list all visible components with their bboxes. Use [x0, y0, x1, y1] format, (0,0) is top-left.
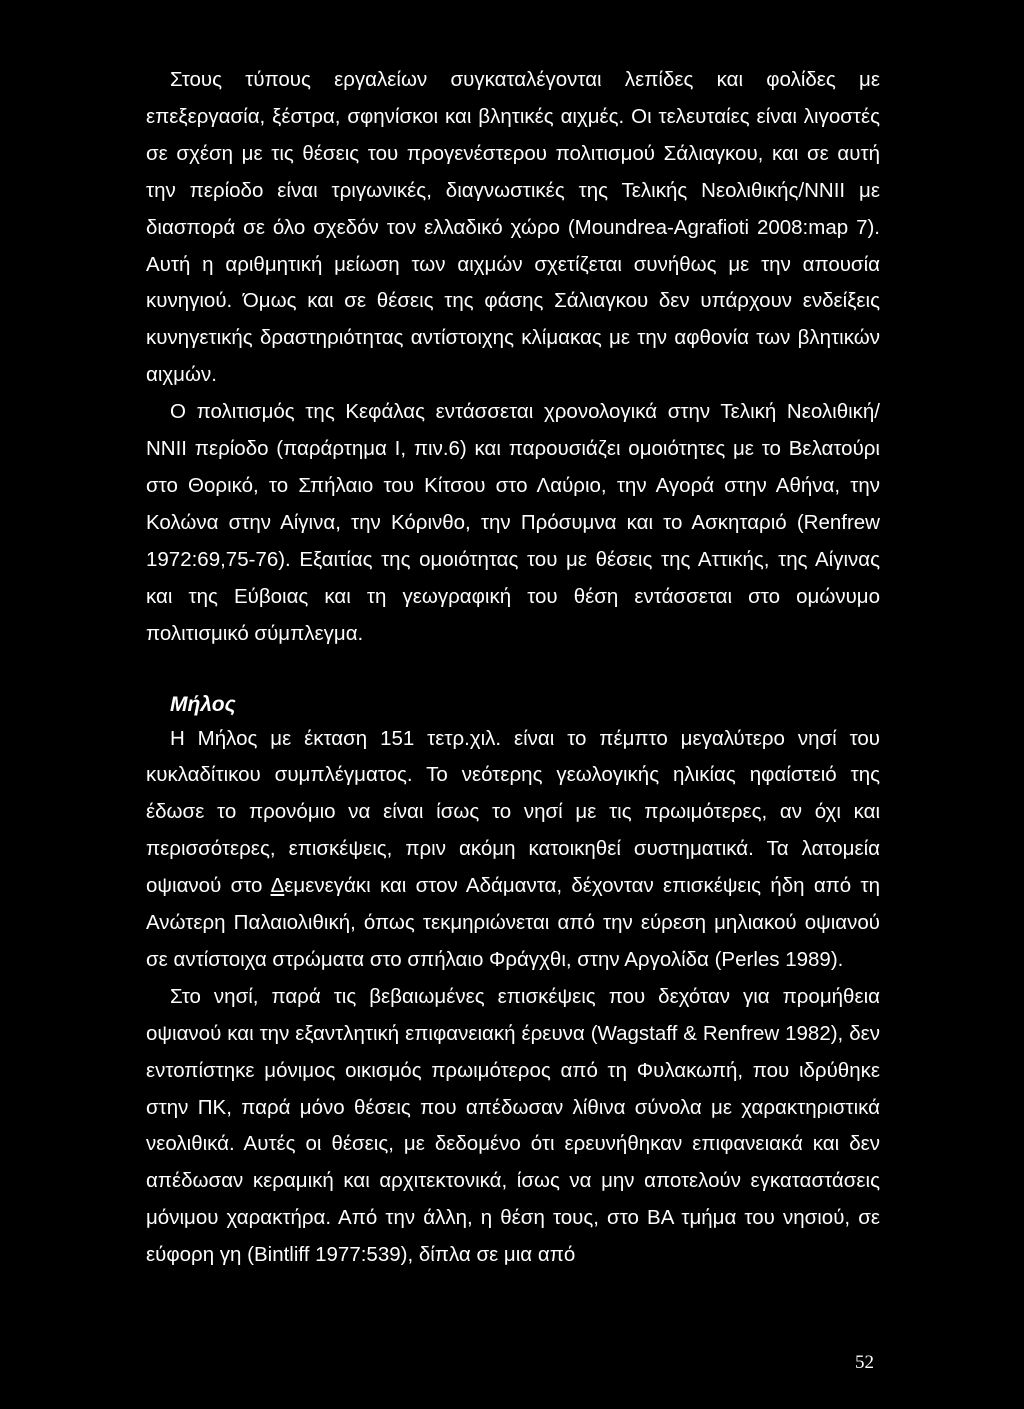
paragraph-milos-intro-text-b: εμενεγάκι και στον Αδάμαντα, δέχονταν επισκέψεις ήδη από τη Ανώτερη Παλαιολιθική, όπως τεκμηριώνεται από την εύρεση μηλιακού οψιανού σε αντίστοιχα στρώματα στο σπήλαιο Φράγχθι, στην Αργολίδα (Perles 1989). — [146, 874, 880, 971]
paragraph-milos-intro — [146, 721, 880, 979]
section-heading-milos: Μήλος — [170, 692, 236, 716]
page-number: 52 — [855, 1352, 874, 1373]
paragraph-tools: Στους τύπους εργαλείων συγκαταλέγονται λεπίδες και φολίδες με επεξεργασία, ξέστρα, σφηνίσκοι και βλητικές αιχμές. Οι τελευταίες είναι λιγοστές σε σχέση με τις θέσεις του προγενέστερου πολιτισμού Σάλιαγκου, και σε αυτή την περίοδο είναι τριγωνικές, διαγνωστικές της Τελικής Νεολιθικής/ΝΝΙΙ με διασπορά σε όλο σχεδόν τον ελλαδικό χώρο (Moundrea-Agrafioti 2008:map 7). Αυτή η αριθμητική μείωση των αιχμών σχετίζεται συνήθως με την απουσία κυνηγιού. Όμως και σε θέσεις της φάσης Σάλιαγκου δεν υπάρχουν ενδείξεις κυνηγετικής δραστηριότητας αντίστοιχης κλίμακας με την αφθονία των βλητικών αιχμών. — [146, 68, 880, 387]
paragraph-milos-settlement: Στο νησί, παρά τις βεβαιωμένες επισκέψεις που δεχόταν για προμήθεια οψιανού και την εξαντλητική επιφανειακή έρευνα (Wagstaff & Renfrew 1982), δεν εντοπίστηκε μόνιμος οικισμός πρωιμότερος από τη Φυλακωπή, που ιδρύθηκε στην ΠΚ, παρά μόνο θέσεις που απέδωσαν λίθινα σύνολα με χαρακτηριστικά νεολιθικά. Αυτές οι θέσεις, με δεδομένο ότι ερευνήθηκαν επιφανειακά και δεν απέδωσαν κεραμική και αρχιτεκτονικά, ίσως να μην αποτελούν εγκαταστάσεις μόνιμου χαρακτήρα. Από την άλλη, η θέση τους, στο ΒΑ τμήμα του νησιού, σε εύφορη γη (Bintliff 1977:539), δίπλα σε μια από — [146, 984, 880, 1267]
page-body — [146, 62, 880, 1274]
paragraph-kephala-culture: Ο πολιτισμός της Κεφάλας εντάσσεται χρονολογικά στην Τελική Νεολιθική/ΝΝΙΙ περίοδο (παράρτημα Ι, πιν.6) και παρουσιάζει ομοιότητες με το Βελατούρι στο Θορικό, το Σπήλαιο του Κίτσου στο Λαύριο, την Αγορά στην Αθήνα, την Κολώνα στην Αίγινα, την Κόρινθο, την Πρόσυμνα και το Ασκηταριό (Renfrew 1972:69,75-76). Εξαιτίας της ομοιότητας του με θέσεις της Αττικής, της Αίγινας και της Εύβοιας και τη γεωγραφική του θέση εντάσσεται στο ομώνυμο πολιτισμικό σύμπλεγμα. — [146, 400, 880, 645]
paragraph-milos-intro-text-a: Η Μήλος με έκταση 151 τετρ.χιλ. είναι το πέμπτο μεγαλύτερο νησί του κυκλαδίτικου συμπλέγματος. Το νεότερης γεωλογικής ηλικίας ηφαίστειό της έδωσε το προνόμιο να είναι ίσως το νησί με τις πρωιμότερες, αν όχι και περισσότερες, επισκέψεις, πριν ακόμη κατοικηθεί συστηματικά. Τα λατομεία οψιανού στο — [146, 726, 880, 898]
underlined-letter: Δ — [270, 874, 285, 898]
